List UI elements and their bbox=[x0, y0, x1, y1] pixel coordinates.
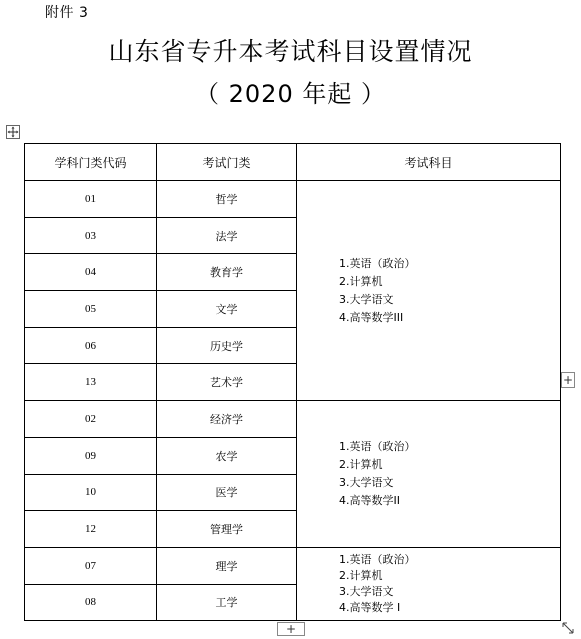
add-column-button[interactable]: + bbox=[562, 373, 574, 387]
subject-line: 2.计算机 bbox=[339, 569, 383, 583]
table-move-handle[interactable] bbox=[6, 125, 20, 139]
category-cell: 管理学 bbox=[157, 511, 297, 548]
subject-line: 1.英语（政治） bbox=[339, 440, 416, 453]
code-cell: 10 bbox=[25, 474, 157, 511]
subjects-cell-group-2 bbox=[297, 401, 561, 548]
header-subjects: 考试科目 bbox=[297, 144, 561, 181]
code-cell: 13 bbox=[25, 364, 157, 401]
category-cell: 法学 bbox=[157, 217, 297, 254]
table-header-row bbox=[25, 144, 561, 181]
code-cell: 07 bbox=[25, 547, 157, 584]
category-cell: 哲学 bbox=[157, 181, 297, 218]
subject-line: 4.高等数学III bbox=[339, 310, 404, 324]
category-cell: 经济学 bbox=[157, 401, 297, 438]
subject-line: 2.计算机 bbox=[339, 458, 383, 471]
subject-line: 1.英语（政治） bbox=[339, 553, 416, 567]
code-cell: 05 bbox=[25, 291, 157, 328]
category-cell: 医学 bbox=[157, 474, 297, 511]
category-cell: 教育学 bbox=[157, 254, 297, 291]
code-cell: 09 bbox=[25, 437, 157, 474]
table-row bbox=[25, 181, 561, 218]
page-title: 山东省专升本考试科目设置情况 bbox=[108, 37, 473, 66]
category-cell: 理学 bbox=[157, 547, 297, 584]
subject-line: 3.大学语文 bbox=[339, 476, 394, 489]
header-code: 学科门类代码 bbox=[25, 144, 157, 181]
code-cell: 12 bbox=[25, 511, 157, 548]
category-cell: 农学 bbox=[157, 437, 297, 474]
code-cell: 04 bbox=[25, 254, 157, 291]
category-cell: 历史学 bbox=[157, 327, 297, 364]
code-cell: 01 bbox=[25, 181, 157, 218]
category-cell: 文学 bbox=[157, 291, 297, 328]
table-row bbox=[25, 401, 561, 438]
move-arrows-icon bbox=[7, 126, 19, 138]
code-cell: 02 bbox=[25, 401, 157, 438]
code-cell: 03 bbox=[25, 217, 157, 254]
subject-line: 2.计算机 bbox=[339, 274, 383, 288]
subjects-cell-group-1 bbox=[297, 181, 561, 401]
subject-line: 3.大学语文 bbox=[339, 585, 394, 599]
subject-line: 3.大学语文 bbox=[339, 292, 394, 306]
subjects-cell-group-3 bbox=[297, 547, 561, 620]
code-cell: 06 bbox=[25, 327, 157, 364]
attachment-label: 附件 3 bbox=[45, 5, 89, 21]
table-resize-handle[interactable] bbox=[561, 620, 575, 634]
table-row bbox=[25, 547, 561, 584]
category-cell: 艺术学 bbox=[157, 364, 297, 401]
subject-line: 4.高等数学II bbox=[339, 494, 400, 507]
resize-diagonal-icon bbox=[561, 621, 575, 635]
subject-line: 4.高等数学 I bbox=[339, 601, 401, 615]
subject-line: 1.英语（政治） bbox=[339, 256, 416, 270]
header-category: 考试门类 bbox=[157, 144, 297, 181]
subjects-table bbox=[24, 143, 561, 621]
code-cell: 08 bbox=[25, 584, 157, 621]
page-subtitle: （ 2020 年起 ） bbox=[195, 80, 386, 108]
category-cell: 工学 bbox=[157, 584, 297, 621]
add-row-button[interactable]: + bbox=[277, 622, 305, 636]
